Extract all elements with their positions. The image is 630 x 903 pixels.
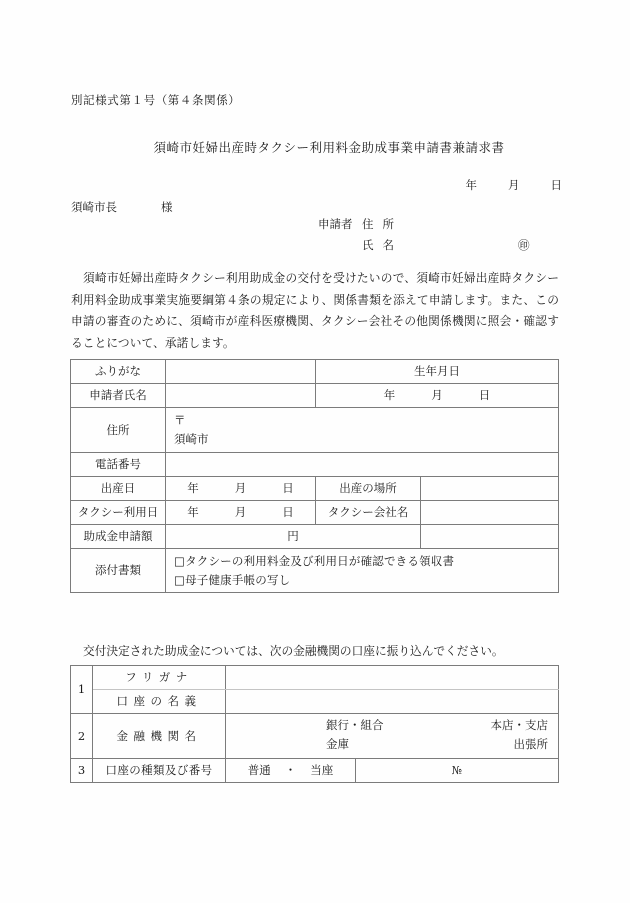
birth-date-month-label: 月 xyxy=(234,481,247,496)
applicant-info-table xyxy=(70,359,559,593)
bank-name-label: 金融機関名 xyxy=(93,714,226,759)
birth-place-label: 出産の場所 xyxy=(316,477,421,501)
account-kind-label: 口座の種類及び番号 xyxy=(93,759,226,783)
birth-month-label: 月 xyxy=(431,388,443,403)
bank-account-table xyxy=(70,665,559,783)
birth-date-day-label: 日 xyxy=(282,481,294,496)
table-row-taxi-date xyxy=(71,501,559,525)
seal-icon: ㊞ xyxy=(518,238,530,252)
account-number-value[interactable] xyxy=(356,759,559,783)
address-label: 住所 xyxy=(71,408,166,453)
taxi-date-year-label: 年 xyxy=(187,505,199,520)
birthdate-value[interactable] xyxy=(316,384,559,408)
account-name-value[interactable] xyxy=(226,690,559,714)
taxi-date-value[interactable] xyxy=(166,501,316,525)
attachments-value[interactable] xyxy=(166,549,559,593)
applicant-name-label-2: 名 xyxy=(382,238,394,252)
date-year-label: 年 xyxy=(465,178,477,192)
taxi-date-label: タクシー利用日 xyxy=(71,501,166,525)
birth-year-label: 年 xyxy=(383,388,396,403)
applicant-address-row xyxy=(318,216,394,237)
bank-transfer-note: 交付決定された助成金については、次の金融機関の口座に振り込んでください。 xyxy=(83,644,504,658)
attachment-checkbox-handbook[interactable]: □母子健康手帳の写し xyxy=(174,572,291,587)
phone-label: 電話番号 xyxy=(71,453,166,477)
table-row-attachments xyxy=(71,549,559,593)
taxi-date-day-label: 日 xyxy=(282,505,294,520)
table-row-furigana-account xyxy=(71,666,559,690)
account-kind-option-futsu[interactable]: 普通 xyxy=(247,763,271,778)
bank-row-number-1: 1 xyxy=(71,666,93,714)
branch-type-option-2[interactable]: 出張所 xyxy=(513,737,548,751)
furigana-value[interactable] xyxy=(166,360,316,384)
account-furigana-value[interactable] xyxy=(226,666,559,690)
account-kind-separator: ・ xyxy=(284,763,297,778)
furigana-label: ふりがな xyxy=(71,360,166,384)
table-row-account-name xyxy=(71,690,559,714)
table-row-amount xyxy=(71,525,559,549)
taxi-date-month-label: 月 xyxy=(234,505,247,520)
applicant-block xyxy=(318,216,530,258)
attachments-label: 添付書類 xyxy=(71,549,166,593)
taxi-company-label: タクシー会社名 xyxy=(316,501,421,525)
account-kind-value[interactable] xyxy=(226,759,356,783)
account-kind-option-toza[interactable]: 当座 xyxy=(310,763,334,778)
table-row-address xyxy=(71,408,559,453)
bank-row-number-2: 2 xyxy=(71,714,93,759)
bank-type-option-1[interactable]: 銀行・組合 xyxy=(326,718,384,732)
addressee-name: 須崎市長 xyxy=(71,200,117,214)
birth-day-label: 日 xyxy=(478,388,491,403)
amount-extra-cell xyxy=(421,525,559,549)
bank-name-value[interactable] xyxy=(226,714,559,759)
applicant-address-label-1: 住 xyxy=(362,217,374,231)
date-month-label: 月 xyxy=(508,178,520,192)
addressee-honorific: 様 xyxy=(161,200,173,214)
phone-value[interactable] xyxy=(166,453,559,477)
date-day-label: 日 xyxy=(550,178,562,192)
attachment-checkbox-receipt[interactable]: □タクシーの利用料金及び利用日が確認できる領収書 xyxy=(174,553,455,568)
amount-label: 助成金申請額 xyxy=(71,525,166,549)
addressee xyxy=(71,199,173,215)
table-row-furigana xyxy=(71,360,559,384)
bank-row-number-3: 3 xyxy=(71,759,93,783)
taxi-company-value[interactable] xyxy=(421,501,559,525)
amount-unit: 円 xyxy=(287,529,299,544)
applicant-address-label-2: 所 xyxy=(382,217,394,231)
account-number-label: № xyxy=(451,763,463,777)
form-number: 別記様式第１号（第４条関係） xyxy=(71,93,241,107)
birth-place-value[interactable] xyxy=(421,477,559,501)
postal-mark: 〒 xyxy=(174,413,186,427)
document-title: 須崎市妊婦出産時タクシー利用料金助成事業申請書兼請求書 xyxy=(153,140,505,155)
body-paragraph: 須崎市妊婦出産時タクシー利用助成金の交付を受けたいので、須崎市妊婦出産時タクシー利用料金助成事業実施要綱第４条の規定により、関係書類を添えて申請します。また、この申請の審査のために、須崎市が産科医療機関、タクシー会社その他関係機関に照会・確認することについて、承諾します。 xyxy=(71,271,559,350)
table-row-applicant-name xyxy=(71,384,559,408)
account-furigana-label: フリガナ xyxy=(93,666,226,690)
applicant-name-label: 申請者氏名 xyxy=(71,384,166,408)
birthdate-header: 生年月日 xyxy=(316,360,559,384)
applicant-name-label-1: 氏 xyxy=(362,238,374,252)
address-prefill: 須崎市 xyxy=(174,432,209,446)
applicant-tag: 申請者 xyxy=(318,217,353,231)
date-line xyxy=(466,177,563,193)
address-value[interactable] xyxy=(166,408,559,453)
account-name-label: 口座の名義 xyxy=(93,690,226,714)
table-row-account-kind xyxy=(71,759,559,783)
bank-type-option-2[interactable]: 金庫 xyxy=(326,737,349,751)
amount-value[interactable] xyxy=(166,525,421,549)
applicant-name-row xyxy=(318,237,530,258)
branch-type-option-1[interactable]: 本店・支店 xyxy=(490,718,548,732)
applicant-name-value[interactable] xyxy=(166,384,316,408)
birth-date-label: 出産日 xyxy=(71,477,166,501)
birth-date-year-label: 年 xyxy=(187,481,199,496)
table-row-birth-date xyxy=(71,477,559,501)
table-row-bank-name xyxy=(71,714,559,759)
table-row-phone xyxy=(71,453,559,477)
birth-date-value[interactable] xyxy=(166,477,316,501)
